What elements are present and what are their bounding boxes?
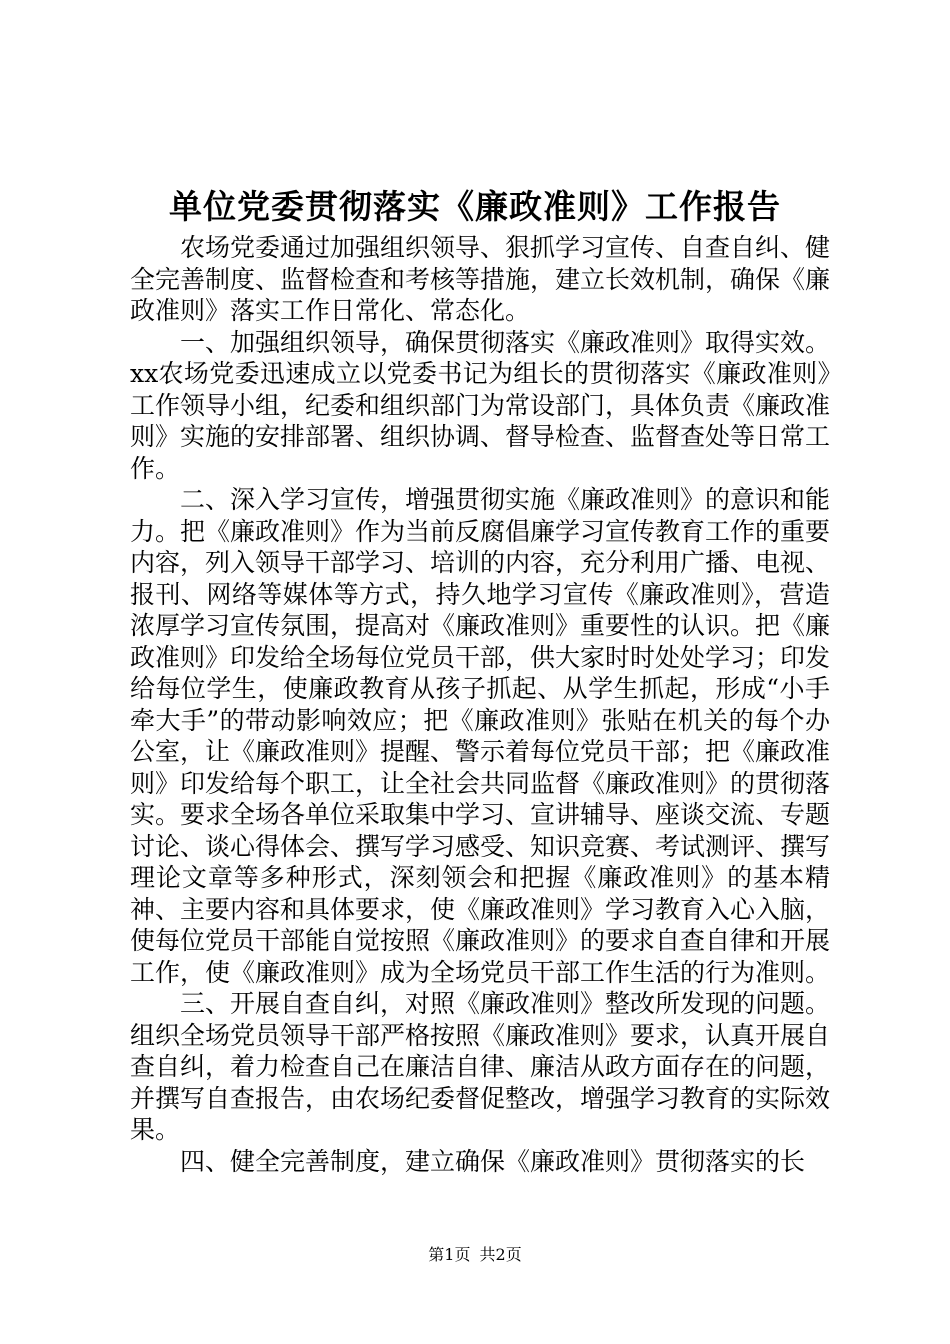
page-total: 共2页 [479,1245,522,1264]
page-number: 第1页 [428,1245,471,1264]
document-body [130,232,830,1177]
paragraph-section-3: 三、开展自查自纠，对照《廉政准则》整改所发现的问题。组织全场党员领导干部严格按照《廉政准则》要求，认真开展自查自纠，着力检查自己在廉洁自律、廉洁从政方面存在的问题，并撰写自查报告，由农场纪委督促整改，增强学习教育的实际效果。 [130,989,831,1144]
paragraph-section-4: 四、健全完善制度，建立确保《廉政准则》贯彻落实的长 [180,1146,806,1176]
document-title: 单位党委贯彻落实《廉政准则》工作报告 [169,187,781,226]
paragraph-section-2: 二、深入学习宣传，增强贯彻实施《廉政准则》的意识和能力。把《廉政准则》作为当前反腐倡廉学习宣传教育工作的重要内容，列入领导干部学习、培训的内容，充分利用广播、电视、报刊、网络等媒体等方式，持久地学习宣传《廉政准则》，营造浓厚学习宣传氛围，提高对《廉政准则》重要性的认识。把《廉政准则》印发给全场每位党员干部，供大家时时处处学习；印发给每位学生，使廉政教育从孩子抓起、从学生抓起，形成“小手牵大手”的带动影响效应；把《廉政准则》张贴在机关的每个办公室，让《廉政准则》提醒、警示着每位党员干部；把《廉政准则》印发给每个职工，让全社会共同监督《廉政准则》的贯彻落实。要求全场各单位采取集中学习、宣讲辅导、座谈交流、专题讨论、谈心得体会、撰写学习感受、知识竞赛、考试测评、撰写理论文章等多种形式，深刻领会和把握《廉政准则》的基本精神、主要内容和具体要求，使《廉政准则》学习教育入心入脑，使每位党员干部能自觉按照《廉政准则》的要求自查自律和开展工作，使《廉政准则》成为全场党员干部工作生活的行为准则。 [130,485,831,987]
paragraph-intro: 农场党委通过加强组织领导、狠抓学习宣传、自查自纠、健全完善制度、监督检查和考核等措施，建立长效机制，确保《廉政准则》落实工作日常化、常态化。 [130,233,831,325]
page-footer [0,1244,950,1266]
paragraph-section-1: 一、加强组织领导，确保贯彻落实《廉政准则》取得实效。xx农场党委迅速成立以党委书记为组长的贯彻落实《廉政准则》工作领导小组，纪委和组织部门为常设部门，具体负责《廉政准则》实施的安排部署、组织协调、督导检查、监督查处等日常工作。 [130,327,831,483]
